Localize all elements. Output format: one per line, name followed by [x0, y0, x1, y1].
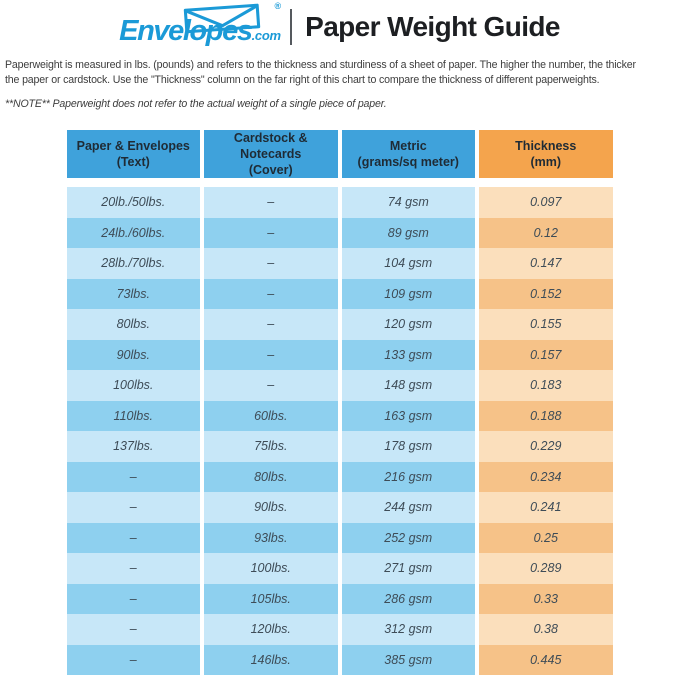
table-cell: 137lbs.: [67, 431, 201, 462]
table-row: [67, 492, 613, 523]
table-cell: 0.38: [479, 614, 613, 645]
table-cell: –: [204, 340, 338, 371]
table-cell: 89 gsm: [342, 218, 476, 249]
table-cell: 0.183: [479, 370, 613, 401]
header-divider: [290, 9, 292, 45]
table-cell: 0.25: [479, 523, 613, 554]
table-cell: 90lbs.: [67, 340, 201, 371]
table-cell: 73lbs.: [67, 279, 201, 310]
table-cell: 0.33: [479, 584, 613, 615]
table-cell: 74 gsm: [342, 187, 476, 218]
column-sublabel: (Text): [116, 155, 150, 169]
column-label: Paper & Envelopes: [76, 139, 190, 153]
table-cell: 0.097: [479, 187, 613, 218]
table-cell: 0.188: [479, 401, 613, 432]
intro-section: [5, 58, 674, 112]
table-cell: –: [67, 553, 201, 584]
table-row: [67, 248, 613, 279]
table-cell: 80lbs.: [204, 462, 338, 493]
column-label: Cardstock & Notecards: [233, 131, 308, 161]
table-cell: –: [67, 584, 201, 615]
table-cell: 104 gsm: [342, 248, 476, 279]
column-label: Thickness: [515, 139, 577, 153]
logo-tld: .com: [251, 28, 281, 43]
table-row: [67, 218, 613, 249]
page-header: [0, 0, 679, 48]
table-cell: 0.155: [479, 309, 613, 340]
table-cell: 0.445: [479, 645, 613, 676]
table-cell: 133 gsm: [342, 340, 476, 371]
column-header-paper-envelopes: [67, 130, 201, 178]
table-cell: 24lb./60lbs.: [67, 218, 201, 249]
table-cell: 90lbs.: [204, 492, 338, 523]
table-cell: –: [67, 462, 201, 493]
table-row: [67, 279, 613, 310]
table-row: [67, 187, 613, 218]
column-header-thickness: [479, 130, 613, 178]
table-cell: –: [204, 218, 338, 249]
table-cell: –: [204, 187, 338, 218]
table-cell: –: [204, 279, 338, 310]
table-cell: 120 gsm: [342, 309, 476, 340]
column-sublabel: (grams/sq meter): [357, 155, 459, 169]
table-row: [67, 309, 613, 340]
table-cell: 178 gsm: [342, 431, 476, 462]
table-cell: 163 gsm: [342, 401, 476, 432]
table-cell: –: [67, 645, 201, 676]
table-cell: 110lbs.: [67, 401, 201, 432]
table-cell: –: [67, 492, 201, 523]
table-cell: 100lbs.: [67, 370, 201, 401]
table-row: [67, 462, 613, 493]
table-row: [67, 401, 613, 432]
logo-brand: Envelopes: [119, 15, 252, 47]
intro-line-1: Paperweight is measured in lbs. (pounds) and refers to the thickness and sturdiness of a sheet of paper. The higher the number, the thicker: [5, 59, 636, 71]
table-cell: 216 gsm: [342, 462, 476, 493]
column-sublabel: (mm): [530, 155, 562, 169]
table-cell: –: [67, 614, 201, 645]
table-row: [67, 584, 613, 615]
registered-trademark-icon: ®: [274, 1, 282, 11]
table-cell: 0.241: [479, 492, 613, 523]
table-cell: 252 gsm: [342, 523, 476, 554]
table-header-row: [67, 130, 613, 178]
note-text: **NOTE** Paperweight does not refer to the actual weight of a single piece of paper.: [5, 98, 387, 110]
table-cell: 105lbs.: [204, 584, 338, 615]
column-header-cardstock-notecards: [204, 130, 338, 178]
table-cell: 75lbs.: [204, 431, 338, 462]
table-cell: 148 gsm: [342, 370, 476, 401]
table-row: [67, 645, 613, 676]
table-cell: 385 gsm: [342, 645, 476, 676]
table-cell: 0.152: [479, 279, 613, 310]
table-cell: 0.289: [479, 553, 613, 584]
table-cell: 60lbs.: [204, 401, 338, 432]
envelopes-logo: [119, 1, 282, 50]
paper-weight-table: [67, 130, 613, 675]
table-cell: 109 gsm: [342, 279, 476, 310]
table-cell: –: [204, 309, 338, 340]
table-cell: 80lbs.: [67, 309, 201, 340]
table-cell: 271 gsm: [342, 553, 476, 584]
table-cell: 28lb./70lbs.: [67, 248, 201, 279]
table-cell: 100lbs.: [204, 553, 338, 584]
table-cell: 0.12: [479, 218, 613, 249]
table-cell: 244 gsm: [342, 492, 476, 523]
table-cell: –: [67, 523, 201, 554]
column-header-metric: [342, 130, 476, 178]
logo-text: [119, 15, 281, 48]
table-cell: –: [204, 370, 338, 401]
table-body: [67, 187, 613, 675]
column-label: Metric: [389, 139, 427, 153]
page-title: Paper Weight Guide: [305, 11, 560, 42]
intro-line-2: the paper or cardstock. Use the "Thickness" column on the far right of this chart to compare the thickness of different paperweights.: [5, 74, 600, 86]
column-sublabel: (Cover): [248, 163, 293, 177]
table-row: [67, 553, 613, 584]
table-cell: 0.147: [479, 248, 613, 279]
table-cell: 312 gsm: [342, 614, 476, 645]
table-row: [67, 431, 613, 462]
table-cell: 0.229: [479, 431, 613, 462]
table-cell: –: [204, 248, 338, 279]
table-cell: 93lbs.: [204, 523, 338, 554]
table-row: [67, 340, 613, 371]
table-cell: 146lbs.: [204, 645, 338, 676]
table-cell: 20lb./50lbs.: [67, 187, 201, 218]
table-cell: 0.157: [479, 340, 613, 371]
table-cell: 286 gsm: [342, 584, 476, 615]
table-cell: 0.234: [479, 462, 613, 493]
table-row: [67, 523, 613, 554]
table-row: [67, 614, 613, 645]
table-cell: 120lbs.: [204, 614, 338, 645]
table-row: [67, 370, 613, 401]
